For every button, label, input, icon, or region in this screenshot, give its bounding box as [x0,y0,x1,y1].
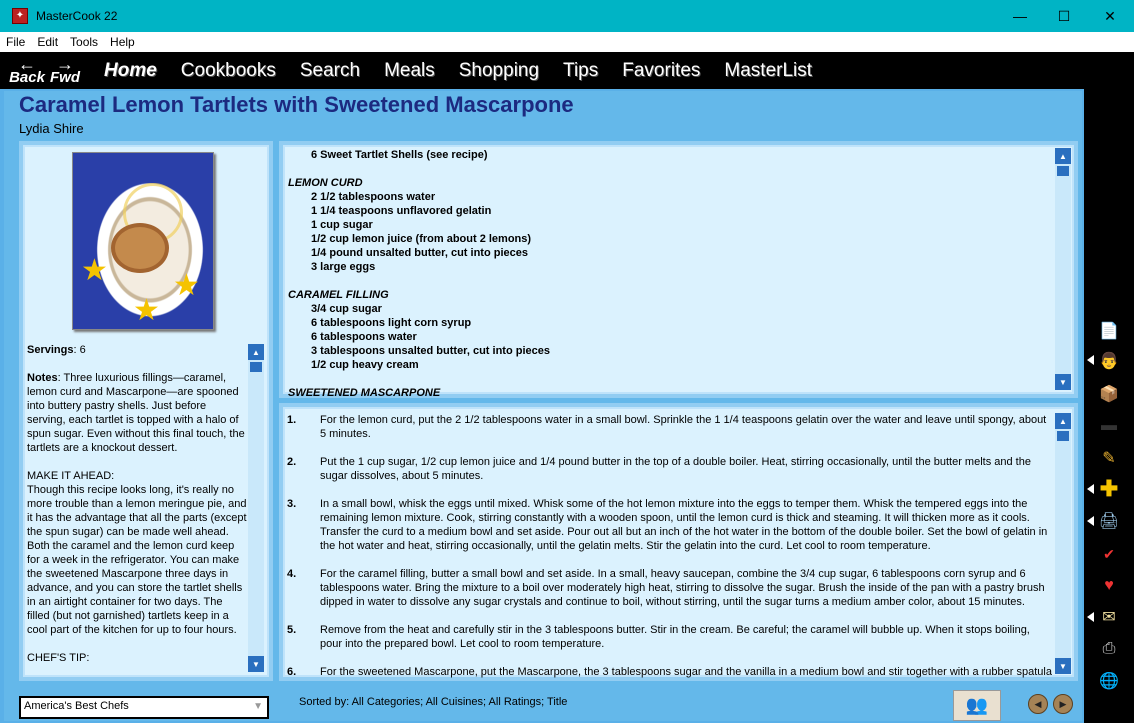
ingredient-line: 3 large eggs [311,261,376,273]
direction-step [287,455,1053,483]
email-icon[interactable]: ✉ [1102,609,1116,626]
ingredient-section: CARAMEL FILLING [288,289,389,301]
servings-value: : 6 [73,344,86,356]
ingredient-section: SWEETENED MASCARPONE [288,387,441,399]
recipe-author: Lydia Shire [19,121,84,136]
step-number: 6. [287,666,297,678]
ingredient-line: 1/2 cup lemon juice (from about 2 lemons) [311,233,532,245]
globe-icon[interactable]: 🌐 [1099,673,1119,690]
minimize-button[interactable]: — [1013,8,1027,24]
cookbook-select[interactable] [19,696,269,719]
forward-arrow-icon: → [56,53,74,74]
printer-icon[interactable]: ⎙ [1102,640,1116,657]
notes-text: : Three luxurious fillings—caramel, lemon curd and Mascarpone—are spooned into buttery pastry shells. Just before serving, each tartlet is topped with a halo of spun sugar. Even without this final touch, the tartlets are a knockout dessert. [27,372,245,454]
scroll-down-icon[interactable]: ▼ [1055,658,1071,674]
star-icon: ★ [133,294,160,327]
ingredients-list [288,148,1048,399]
scroll-up-icon[interactable]: ▲ [248,344,264,360]
pencil-icon[interactable]: ✎ [1102,450,1116,467]
nutrition-icon[interactable]: ♥ [1104,577,1114,594]
spellcheck-icon[interactable]: ✔ [1103,545,1115,562]
step-text: Put the 1 cup sugar, 1/2 cup lemon juice and 1/4 pound butter in the top of a double boiler. Heat, stirring occasionally, until the butter melts and the sugar dissolves, about 5 minutes. [320,456,1031,482]
title-bar [0,0,1134,32]
window-title: MasterCook 22 [36,9,118,23]
make-ahead-title: MAKE IT AHEAD: [27,470,115,482]
add-icon[interactable]: ✚ [1099,476,1119,501]
ingredient-line [288,372,1048,386]
scroll-up-icon[interactable]: ▲ [1055,148,1071,164]
step-number: 2. [287,456,297,468]
step-text: For the caramel filling, butter a small bowl and set aside. In a small, heavy saucepan, combine the 3/4 cup sugar, 6 tablespoons corn syrup and 6 tablespoons water. Bring the mixture to a boil over moderately high heat, stirring to dissolve the sugar. Brush the inside of the pan with a pastry brush dipped in water to dissolve any sugar crystals and continue to boil, without stirring, until the sugar turns a medium amber color, about 15 minutes. [320,568,1045,608]
new-recipe-icon[interactable]: 📄 [1099,323,1119,340]
nav-cookbooks[interactable]: Cookbooks [180,59,276,81]
menu-file[interactable]: File [6,35,26,49]
direction-step [287,497,1053,553]
close-button[interactable]: ✕ [1104,7,1116,24]
recipe-title: Caramel Lemon Tartlets with Sweetened Mascarpone [19,92,574,117]
expand-arrow-icon[interactable] [1087,484,1094,494]
blank-tool-icon[interactable]: ▬ [1101,417,1117,434]
scroll-thumb[interactable] [250,362,262,372]
chef-icon[interactable]: 👨 [1099,353,1119,370]
scroll-up-icon[interactable]: ▲ [1055,413,1071,429]
star-icon: ★ [81,254,108,287]
make-ahead-text: Though this recipe looks long, it's really no more trouble than a lemon meringue pie, and it has the advantage that all the parts (except the spun sugar) can be made well ahead. Both the caramel and the lemon curd keep for a week in the refrigerator. You can make the sweetened Mascarpone three days in advance, and you can store the tartlet shells in an airtight container for two days. The filled (but not garnished) tartlets keep in a cool part of the kitchen for up to four hours. [27,484,247,636]
direction-step [287,623,1053,651]
ingredient-line: 6 tablespoons water [311,331,417,343]
nav-meals[interactable]: Meals [384,59,435,81]
direction-step [287,665,1053,679]
expand-arrow-icon[interactable] [1087,516,1094,526]
ingredient-line: 3 tablespoons unsalted butter, cut into pieces [311,345,550,357]
forward-label: Fwd [50,68,80,86]
directions-scrollbar[interactable] [1055,413,1071,674]
direction-step [287,567,1053,609]
ingredient-line: 2 1/2 tablespoons water [311,191,436,203]
notes-label: Notes [27,372,58,384]
expand-arrow-icon[interactable] [1087,612,1094,622]
step-number: 1. [287,414,297,426]
ingredient-line: 1 1/4 teaspoons unflavored gelatin [311,205,492,217]
step-number: 3. [287,498,297,510]
tartlet [111,223,169,273]
scroll-down-icon[interactable]: ▼ [248,656,264,672]
dropdown-arrow-icon[interactable]: ▼ [253,701,263,712]
app-icon: ✦ [12,8,28,24]
ingredient-line: 6 Sweet Tartlet Shells (see recipe) [311,149,488,161]
step-number: 4. [287,568,297,580]
menu-help[interactable]: Help [110,35,135,49]
menu-bar [0,32,1134,52]
recipe-photo [72,152,214,330]
cookbook-select-value: America's Best Chefs [24,700,129,712]
ingredient-line: 1 cup sugar [311,219,373,231]
nav-favorites[interactable]: Favorites [622,59,701,81]
directions-list [287,413,1053,678]
recipe-notes [27,343,247,673]
step-text: In a small bowl, whisk the eggs until mixed. Whisk some of the hot lemon mixture into the eggs to temper them. Whisk the tempered eggs into the remaining lemon mixture. Cook, stirring constantly with a wooden spoon, until the lemon curd is thick and steaming. It will thicken more as it cools. Transfer the curd to a medium bowl and set aside. Pour out all but an inch of the hot water in the bottom of the double boiler. Set the bowl of gelatin in the hot water and heat, stirring occasionally, until the gelatin melts. Stir the gelatin into the curd. Let cool to room temperature. [320,498,1048,552]
ingredient-line: 1/4 pound unsalted butter, cut into pieces [311,247,528,259]
nav-shopping[interactable]: Shopping [458,59,540,81]
back-label: Back [9,68,45,86]
forward-button[interactable] [46,52,84,89]
ingredient-section: LEMON CURD [288,177,363,189]
nav-bar [0,52,1134,89]
step-text: For the lemon curd, put the 2 1/2 tablespoons water in a small bowl. Sprinkle the 1 1/4 teaspoons gelatin over the water and leave until spongy, about 5 minutes. [320,414,1047,440]
scroll-down-icon[interactable]: ▼ [1055,374,1071,390]
expand-arrow-icon[interactable] [1087,355,1094,365]
scroll-thumb[interactable] [1057,166,1069,176]
menu-tools[interactable]: Tools [70,35,99,49]
ingredient-line: 6 tablespoons light corn syrup [311,317,472,329]
ingredient-line: 1/2 cup heavy cream [311,359,419,371]
print-icon[interactable]: 🖨 [1098,513,1120,530]
ingredient-line [288,162,1048,176]
step-number: 5. [287,624,297,636]
back-button[interactable] [8,52,46,89]
ingredient-line: 3/4 cup sugar [311,303,382,315]
chef-avatar-icon[interactable]: 👥 [953,690,1001,721]
nav-home[interactable]: Home [104,59,157,81]
sort-status: Sorted by: All Categories; All Cuisines; All Ratings; Title [299,696,568,708]
previous-recipe-icon[interactable]: ◀ [1028,694,1048,714]
star-icon: ★ [173,269,200,302]
step-text: For the sweetened Mascarpone, put the Mascarpone, the 3 tablespoons sugar and the vanilla in a medium bowl and stir together with a rubber spatula [320,666,1052,678]
ingredient-line [288,274,1048,288]
nav-tips[interactable]: Tips [563,59,599,81]
nav-search[interactable]: Search [299,59,361,81]
back-arrow-icon: ← [18,53,36,74]
servings-label: Servings [27,344,74,356]
maximize-button[interactable]: ☐ [1057,7,1071,24]
scroll-thumb[interactable] [1057,431,1069,441]
next-recipe-icon[interactable]: ▶ [1053,694,1073,714]
box-icon[interactable]: 📦 [1099,386,1119,403]
direction-step [287,413,1053,441]
menu-edit[interactable]: Edit [37,35,59,49]
nav-masterlist[interactable]: MasterList [724,59,813,81]
chefs-tip-title: CHEF'S TIP: [27,652,90,664]
step-text: Remove from the heat and carefully stir in the 3 tablespoons butter. Stir in the cream. Be careful; the caramel will bubble up. When it stops boiling, pour into the prepared bowl. Let cool to room temperature. [320,624,1030,650]
ingredients-scrollbar[interactable] [1055,148,1071,390]
notes-scrollbar[interactable] [248,344,264,672]
